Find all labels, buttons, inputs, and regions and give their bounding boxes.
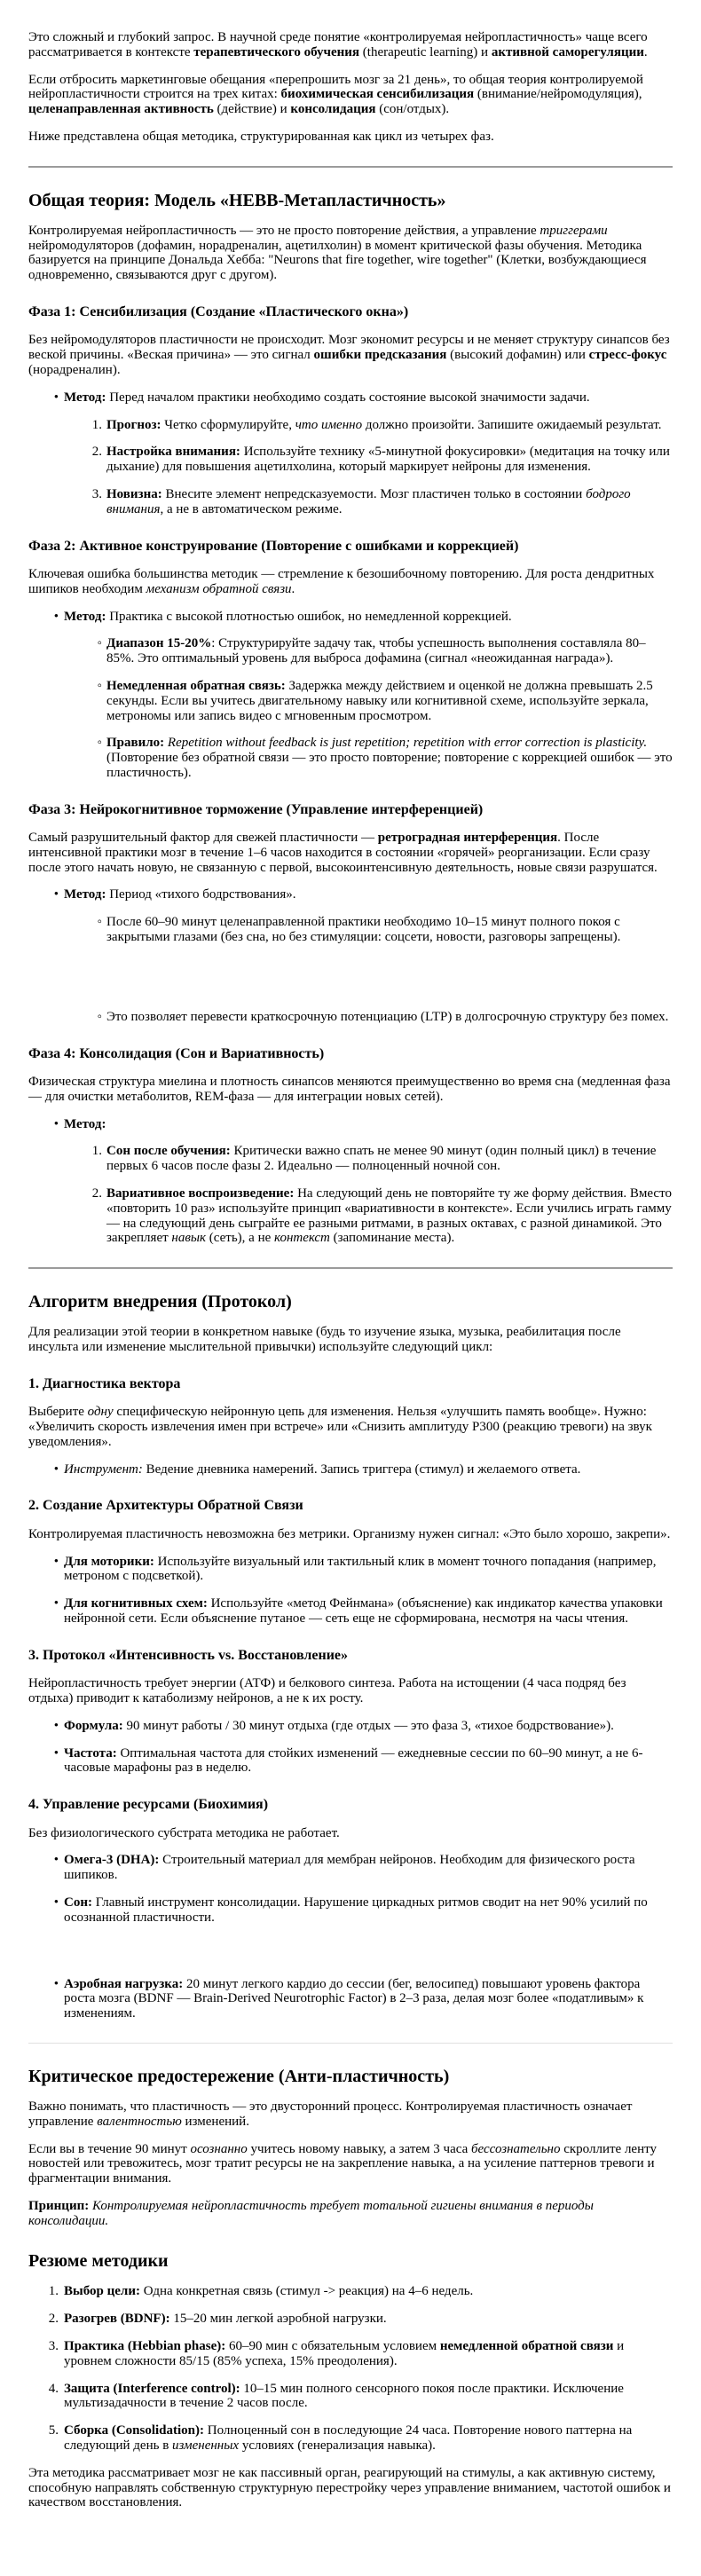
list-item [28,1853,673,1883]
text-run: (сон/отдых). [375,102,450,117]
text-run: осознанно [190,2141,248,2156]
text-run: Критически важно спать не менее 90 минут (один полный цикл) в течение первых 6 часов после фазы 2. Идеально — полноценный ночной сон. [106,1144,657,1174]
paragraph [28,130,673,145]
list-item-text [106,915,620,944]
list-item [28,418,673,433]
list-item-text [106,1010,668,1024]
text-run: скроллите ленту новостей или тревожитесь, мозг тратит ресурсы не на закрепление навыка, а на усиление паттернов тревоги и фрагментации внимания. [28,2141,657,2186]
text-run: Перед началом практики необходимо создать состояние высокой значимости задачи. [106,390,590,405]
text-run: Период «тихого бодрствования». [106,887,296,902]
subsection-heading [28,304,673,320]
text-run: Если вы в течение 90 минут [28,2141,191,2156]
text-run: Частота: [64,1745,117,1761]
paragraph [28,831,673,875]
section-heading [28,1292,673,1312]
text-run: Выберите [28,1405,88,1420]
subsection-heading [28,1648,673,1664]
text-run: Строительный материал для мембран нейронов. Необходим для физического роста шипиков. [64,1853,635,1883]
list-item-text [106,1144,656,1173]
document-body [28,30,673,2510]
list-item-text [106,418,662,432]
text-run: Контролируемая пластичность невозможна без метрики. Организму нужен сигнал: «Это было хорошо, закрепи». [28,1526,671,1541]
text-run: Формула: [64,1718,123,1733]
text-run: Используйте визуальный или тактильный клик в момент точного попадания (например, метроном с подсветкой). [64,1554,657,1584]
list-item-text [64,1746,642,1776]
list-item [28,1144,673,1174]
list-item-text [106,1186,672,1245]
text-run: Ключевая ошибка большинства методик — стремление к безошибочному повторению. Для роста дендритных шипиков необходим [28,566,655,596]
text-run: триггерами [540,223,608,238]
text-run: консолидация [290,102,376,117]
list-item-text [106,636,646,666]
list-item-text [64,610,512,624]
list-number-marker: 1. [91,1144,102,1159]
list-item-text [64,1117,106,1131]
text-run: Резюме методики [28,2251,169,2272]
list-bullet-marker: ◦ [97,915,102,930]
text-run: Новизна: [106,486,162,501]
list-item [28,1555,673,1585]
list-item-text [64,1853,635,1882]
text-run: : Структурируйте задачу так, чтобы успешность выполнения составляла 80–85%. Это оптимальный уровень для выброса дофамина (сигнал «неожиданная награда»). [106,636,646,666]
paragraph [28,224,673,283]
list-number-marker: 4. [48,2381,59,2396]
list-item-text [64,887,295,902]
text-run: . После интенсивной практики мозг в течение 1–6 часов находится в состоянии «горячей» реорганизации. Если сразу после этого начать новую, не связанную с первой, высокоинтенсивную деятельность, новые связи разрушатся. [28,831,658,875]
list-item [28,2312,673,2327]
list-bullet-marker: • [53,1596,59,1611]
text-run: ретроградная интерференция [377,831,558,846]
list-item [28,887,673,902]
text-run: бодрого внимания [106,486,631,516]
text-run: (сеть), а не [206,1231,275,1246]
text-run: Диапазон 15-20% [106,636,212,651]
text-run: Прогноз: [106,417,161,432]
list-number-marker: 2. [48,2312,59,2327]
spacer [28,1938,673,1965]
text-run: Для когнитивных схем: [64,1596,208,1611]
text-run: изменений. [181,2114,249,2129]
list-bullet-marker: ◦ [97,1009,102,1024]
divider [28,2043,673,2044]
list-item-text [64,1596,663,1626]
paragraph [28,2466,673,2510]
text-run: Практика (Hebbian phase): [64,2339,226,2354]
text-run: Ниже представлена общая методика, структурированная как цикл из четырех фаз. [28,129,494,144]
text-run: измененных [172,2438,240,2454]
list-bullet-marker: • [53,1895,59,1910]
list-item-text [64,2339,624,2368]
list-item-text [64,1895,648,1925]
list-number-marker: 3. [48,2339,59,2354]
subsection-heading [28,1376,673,1392]
list-item [28,1977,673,2021]
text-run: 1. Диагностика вектора [28,1375,181,1391]
paragraph [28,567,673,597]
text-run: Критическое предостережение (Анти-пластичность) [28,2066,450,2086]
text-run: Сон после обучения: [106,1144,231,1159]
list-item [28,636,673,666]
list-bullet-marker: • [53,1745,59,1761]
text-run: Метод: [64,887,106,902]
list-item [28,487,673,517]
list-item [28,1010,673,1025]
text-run: Аэробная нагрузка: [64,1976,184,1991]
text-run: Омега-3 (DHA): [64,1853,160,1868]
text-run: Для реализации этой теории в конкретном навыке (будь то изучение языка, музыка, реабилитация после инсульта или изменение мыслительной привычки) используйте следующий цикл: [28,1325,621,1355]
text-run: Сон: [64,1895,92,1910]
subsection-heading [28,802,673,818]
text-run: 90 минут работы / 30 минут отдыха (где отдых — это фаза 3, «тихое бодрствование»). [122,1718,614,1733]
text-run: Если отбросить маркетинговые обещания «перепрошить мозг за 21 день», то общая теория контролируемой нейропластичности строится на трех китах: [28,72,643,102]
text-run: Фаза 1: Сенсибилизация (Создание «Пластического окна») [28,303,409,319]
list-bullet-marker: ◦ [97,678,102,693]
text-run: (действие) и [213,102,291,117]
list-item [28,390,673,406]
text-run: Оптимальная частота для стойких изменений — ежедневные сессии по 60–90 минут, а не 6-часовые марафоны раз в неделю. [64,1745,643,1776]
text-run: учитесь новому навыку, а затем 3 часа [247,2141,472,2156]
text-run: Главный инструмент консолидации. Нарушение циркадных ритмов сводит на нет 90% усилий по осознанной пластичности. [64,1895,648,1925]
text-run: Repetition without feedback is just repetition; repetition with error correction is plasticity. [167,736,648,751]
text-run: Разогрев (BDNF): [64,2312,170,2327]
list-bullet-marker: • [53,1718,59,1733]
text-run: Для моторики: [64,1554,154,1569]
list-bullet-marker: • [53,887,59,902]
divider [28,166,673,168]
text-run: Используйте «метод Фейнмана» (объяснение) как индикатор качества упаковки нейронной сети. Если объяснение путаное — сеть еще не сформирована, несмотря на часы чтения. [64,1596,663,1626]
text-run: Четко сформулируйте, [161,417,295,432]
text-run: целенаправленная активность [28,102,214,117]
paragraph [28,73,673,117]
text-run: Полноценный сон в последующие 24 часа. Повторение нового паттерна на следующий день в [64,2423,633,2454]
text-run: механизм обратной связи [146,581,292,596]
list-item-text [64,390,590,405]
list-item [28,915,673,945]
list-item [28,2382,673,2412]
spacer [28,957,673,997]
text-run: Настройка внимания: [106,445,240,460]
text-run: терапевтического обучения [193,44,360,59]
text-run: На следующий день не повторяйте ту же форму действия. Вместо «повторить 10 раз» используйте принцип «вариативности в контексте». Если учились играть гамму — на следующий день сыграйте ее разными ритмами, в разных октавах, с разной динамикой. Это закрепляет [106,1186,672,1246]
text-run: Принцип: [28,2198,90,2213]
paragraph [28,1826,673,1841]
text-run: (внимание/нейромодуляция), [474,87,642,102]
text-run: Нейропластичность требует энергии (АТФ) и белкового синтеза. Работа на истощении (4 часа подряд без отдыха) приводит к катаболизму нейронов, а не к их росту. [28,1676,626,1706]
text-run: Без нейромодуляторов пластичности не происходит. Мозг экономит ресурсы и не меняет структуру синапсов без веской причины. «Веская причина» — это сигнал [28,333,670,363]
text-run: специфическую нейронную цепь для изменения. Нельзя «улучшить память вообще». Нужно: «Увеличить скорость извлечения имен при встрече» или «Снизить амплитуду P300 (реакцию тревоги) на звук уведомления». [28,1405,652,1449]
paragraph [28,1405,673,1449]
text-run: Контролируемая нейропластичность требует тотальной гигиены внимания в периоды консолидации. [28,2198,594,2228]
paragraph [28,2199,673,2229]
text-run: и уровнем сложности 85/15 (85% успеха, 15% преодоления). [64,2339,625,2368]
list-bullet-marker: • [53,390,59,405]
text-run: 20 минут легкого кардио до сессии (бег, велосипед) повышают уровень фактора роста мозга (BDNF — Brain-Derived Neurotrophic Factor) в 2–3 раза, делая мозг более «податливым» к изменениям. [64,1976,644,2021]
section-heading [28,191,673,211]
list-number-marker: 2. [91,445,102,460]
section-heading [28,2251,673,2272]
list-item [28,736,673,780]
text-run: Физическая структура миелина и плотность синапсов меняются преимущественно во время сна (медленная фаза — для очистки метаболитов, REM-фаза — для интеграции новых сетей). [28,1075,671,1104]
list-bullet-marker: • [53,1976,59,1991]
list-item-text [106,679,653,723]
text-run: 4. Управление ресурсами (Биохимия) [28,1797,269,1813]
text-run: Выбор цели: [64,2284,140,2299]
list-item-text [106,445,670,474]
paragraph [28,1075,673,1105]
list-bullet-marker: • [53,1116,59,1131]
list-item [28,445,673,475]
paragraph [28,30,673,60]
divider [28,1267,673,1269]
text-run: Контролируемая нейропластичность — это не просто повторение действия, а управление [28,223,540,238]
text-run: Метод: [64,390,106,405]
text-run: одну [87,1405,114,1420]
list-bullet-marker: ◦ [97,636,102,651]
list-number-marker: 5. [48,2423,59,2438]
text-run: 15–20 мин легкой аэробной нагрузки. [169,2312,387,2327]
text-run: Фаза 2: Активное конструирование (Повторение с ошибками и коррекцией) [28,538,519,554]
text-run: После 60–90 минут целенаправленной практики необходимо 10–15 минут полного покоя с закрытыми глазами (без сна, но без стимуляции: соцсети, новости, разговоры запрещены). [106,915,621,945]
list-number-marker: 1. [48,2284,59,2299]
list-number-marker: 1. [91,417,102,432]
text-run: (запоминание места). [329,1231,455,1246]
list-item [28,679,673,723]
text-run: 10–15 мин полного сенсорного покоя после практики. Исключение мультизадачности в течение 2 часов после. [64,2381,624,2411]
list-item-text [64,2423,632,2453]
list-bullet-marker: • [53,1554,59,1569]
text-run: 3. Протокол «Интенсивность vs. Восстановление» [28,1647,349,1663]
text-run: Одна конкретная связь (стимул -> реакция) на 4–6 недель. [139,2284,474,2299]
text-run: биохимическая сенсибилизация [280,87,475,102]
text-run: ошибки предсказания [313,348,447,363]
list-item-text [64,1719,614,1733]
list-item-text [64,1555,657,1584]
list-item-text [106,487,631,516]
list-item-text [64,2382,624,2411]
paragraph [28,2142,673,2186]
text-run: активной саморегуляции [491,44,644,59]
text-run: немедленной обратной связи [439,2339,614,2354]
text-run: Вариативное воспроизведение: [106,1186,295,1201]
list-item [28,2284,673,2299]
list-item [28,1186,673,1246]
list-bullet-marker: ◦ [97,736,102,751]
list-item [28,1719,673,1734]
list-item [28,610,673,625]
text-run: (Повторение без обратной связи — это просто повторение; повторение с коррекцией ошибок — это пластичность). [106,751,673,780]
text-run: контекст [274,1231,330,1246]
list-item-text [64,2284,473,2298]
list-bullet-marker: • [53,609,59,624]
text-run: должно произойти. Запишите ожидаемый результат. [362,417,662,432]
text-run: Самый разрушительный фактор для свежей пластичности — [28,831,378,846]
section-heading [28,2067,673,2087]
text-run: Фаза 3: Нейрокогнитивное торможение (Управление интерференцией) [28,801,484,817]
subsection-heading [28,539,673,555]
list-item [28,1746,673,1776]
subsection-heading [28,1046,673,1062]
text-run: условиях (генерализация навыка). [239,2438,436,2454]
list-number-marker: 3. [91,486,102,501]
list-item-text [64,1462,580,1477]
text-run: валентностью [97,2114,182,2129]
list-item-text [64,1977,643,2021]
paragraph [28,333,673,377]
text-run: Защита (Interference control): [64,2381,240,2396]
text-run: Правило: [106,736,165,751]
list-item [28,1596,673,1627]
text-run: . [643,44,648,59]
text-run: 60–90 мин с обязательным условием [225,2339,440,2354]
paragraph [28,1676,673,1706]
text-run: Инструмент: [64,1461,143,1477]
list-number-marker: 2. [91,1186,102,1201]
subsection-heading [28,1797,673,1813]
text-run: Практика с высокой плотностью ошибок, но немедленной коррекцией. [106,609,512,624]
text-run: Метод: [64,609,106,624]
text-run: что именно [295,417,363,432]
text-run: навык [171,1231,207,1246]
subsection-heading [28,1498,673,1514]
text-run: Внесите элемент непредсказуемости. Мозг пластичен только в состоянии [161,486,587,501]
list-bullet-marker: • [53,1853,59,1868]
text-run: Без физиологического субстрата методика не работает. [28,1825,340,1840]
paragraph [28,1325,673,1355]
list-bullet-marker: • [53,1461,59,1477]
text-run: Метод: [64,1116,106,1131]
text-run: Используйте технику «5-минутной фокусировки» (медитация на точку или дыхание) для повышения ацетилхолина, который маркирует нейроны для изменения. [106,445,670,475]
list-item [28,1117,673,1132]
text-run: Фаза 4: Консолидация (Сон и Вариативность) [28,1045,325,1061]
text-run: Ведение дневника намерений. Запись триггера (стимул) и желаемого ответа. [142,1461,581,1477]
text-run: Это позволяет перевести краткосрочную потенциацию (LTP) в долгосрочную структуру без помех. [106,1009,669,1024]
text-run: Немедленная обратная связь: [106,678,286,693]
text-run: Эта методика рассматривает мозг не как пассивный орган, реагирующий на стимулы, а как активную систему, способную направлять собственную структурную перестройку через управление вниманием, частотой ошибок и качеством восстановления. [28,2465,671,2510]
text-run: Задержка между действием и оценкой не должна превышать 2.5 секунды. Если вы учитесь двигательному навыку или когнитивной схеме, используйте зеркала, метрономы или запись видео с мгновенным просмотром. [106,678,653,723]
text-run: Важно понимать, что пластичность — это двусторонний процесс. Контролируемая пластичность означает управление [28,2099,633,2129]
text-run: 2. Создание Архитектуры Обратной Связи [28,1498,303,1514]
text-run: стресс-фокус [588,348,667,363]
list-item [28,1895,673,1926]
text-run: (therapeutic learning) и [359,44,492,59]
text-run: бессознательно [471,2141,561,2156]
text-run: . [291,581,295,596]
text-run: нейромодуляторов (дофамин, норадреналин, ацетилхолин) в момент критической фазы обучения. Методика базируется на принципе Дональда Хебба: "Neurons that fire together, wire together" (Клетки, возбуждающиеся одновременно, связываются друг с другом). [28,238,647,283]
text-run: Алгоритм внедрения (Протокол) [28,1292,292,1312]
list-item [28,1462,673,1477]
list-item-text [64,2312,387,2326]
text-run: Общая теория: Модель «HEBB-Метапластичность» [28,190,446,210]
paragraph [28,1527,673,1542]
list-item-text [106,736,673,780]
text-run: Сборка (Consolidation): [64,2423,205,2438]
paragraph [28,2099,673,2130]
list-item [28,2423,673,2454]
text-run: (норадреналин). [28,362,121,377]
text-run: (высокий дофамин) или [446,348,589,363]
text-run: , а не в автоматическом режиме. [160,501,343,516]
list-item [28,2339,673,2369]
text-run: Это сложный и глубокий запрос. В научной среде понятие «контролируемая нейропластичность» чаще всего рассматривается в контексте [28,30,648,59]
